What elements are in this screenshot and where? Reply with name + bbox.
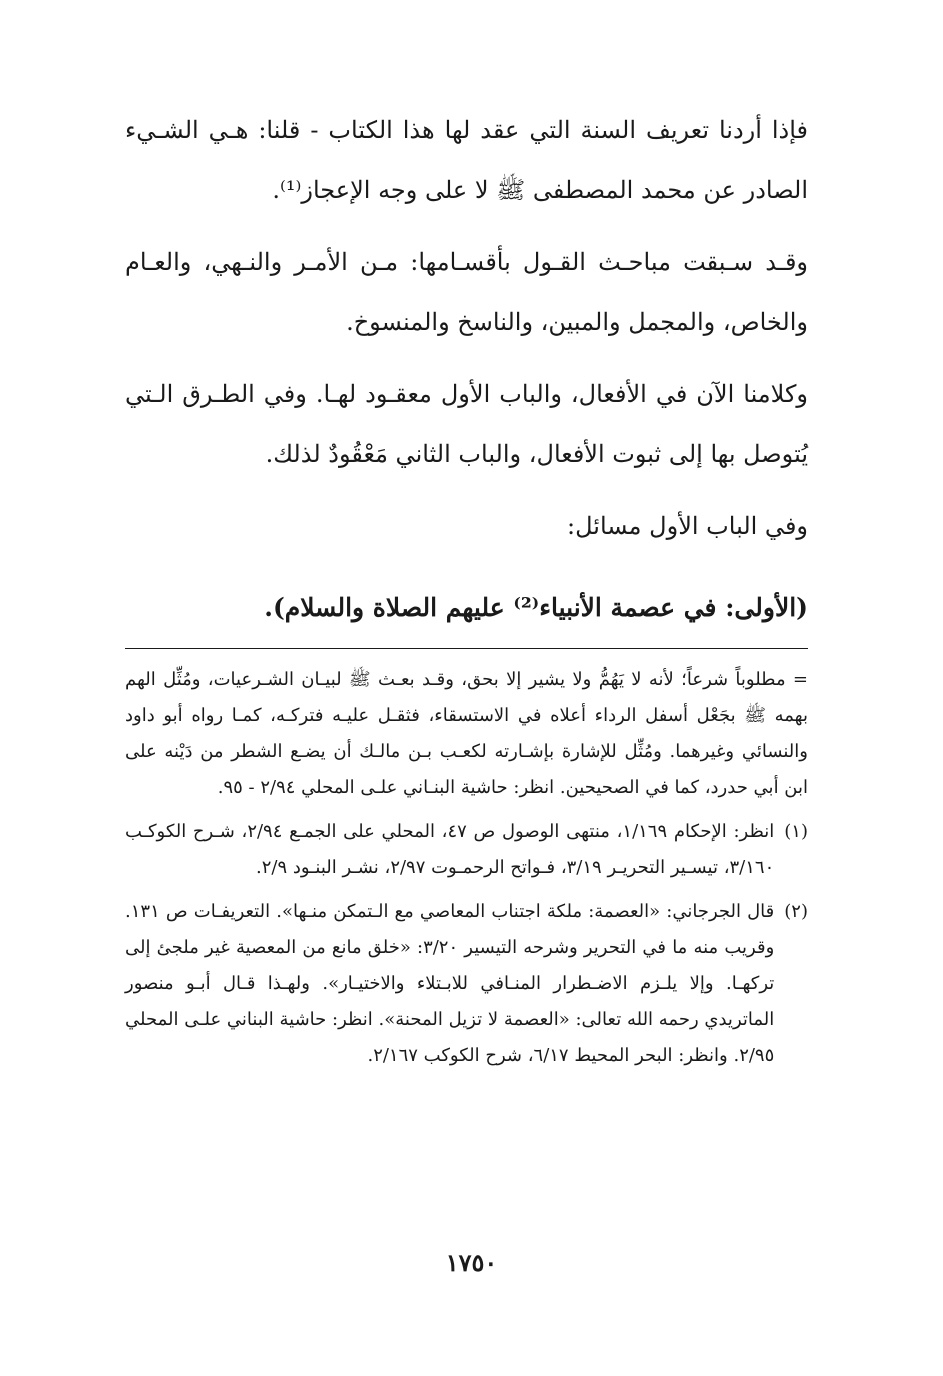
section-heading: (الأولى: في عصمة الأنبياء⁽²⁾ عليهم الصلاة والسلام). (264, 593, 808, 622)
footnote-1 (125, 814, 808, 886)
paragraph-actions: وكلامنا الآن في الأفعال، والباب الأول معقـود لهـا. وفي الطـرق الـتي يُتوصل بها إلى ثبوت الأفعال، والباب الثاني مَعْقُودٌ لذلك. (125, 380, 808, 468)
footnote-number: (١) (784, 821, 808, 842)
footnote-continued (125, 662, 808, 806)
footnotes (125, 662, 808, 1082)
paragraph-previous-topics: وقـد سـبقت مباحـث القـول بأقسـامها: مـن الأمـر والنـهي، والعـام والخاص، والمجمل والمبين، والناسخ والمنسوخ. (125, 248, 808, 336)
paragraph-sunnah-definition: فإذا أردنا تعريف السنة التي عقد لها هذا الكتاب - قلنا: هـي الشـيء الصادر عن محمد المصطفى ﷺ لا على وجه الإعجاز⁽¹⁾. (125, 116, 808, 204)
footnote-text: = مطلوباً شرعاً؛ لأنه لا يَهُمُّ ولا يشير إلا بحق، وقـد بعـث ﷺ لبيـان الشـرعيات، ومُثِّل الهم بهمه ﷺ بجَعْل أسفل الرداء أعلاه في الاستسقاء، فثقـل عليـه فتركـه، كمـا رواه أبو داود والنسائي وغيرهما. ومُثِّل للإشارة بإشـارته لكعـب بـن مالـك أن يضـع الشطر من دَيْنه على ابن أبي حدرد، كما في الصحيحين. انظر: حاشية البنـاني علـى المحلي ٢/٩٤ - ٩٥. (125, 669, 808, 798)
main-text (125, 100, 808, 638)
footnote-divider (125, 648, 808, 649)
page-number: ١٧٥٠ (445, 1248, 498, 1277)
footnote-text: انظر: الإحكام ١/١٦٩، منتهى الوصول ص ٤٧، المحلي على الجمـع ٢/٩٤، شـرح الكوكـب ٣/١٦٠، تيسـير التحريـر ٣/١٩، فـواتح الرحمـوت ٢/٩٧، نشـر البنـود ٢/٩. (125, 821, 775, 878)
paragraph-first-chapter-issues: وفي الباب الأول مسائل: (567, 512, 808, 540)
footnote-number: (٢) (784, 901, 808, 922)
footnote-text: قال الجرجاني: «العصمة: ملكة اجتناب المعاصي مع الـتمكن منـها». التعريفـات ص ١٣١. وقريب منه ما في التحرير وشرحه التيسير ٣/٢٠: «خلق مانع من المعصية غير ملجئ إلى تركهـا. وإلا يلـزم الاضـطرار المنـافي للابـتلاء والاختيـار». ولهـذا قـال أبـو منصور الماتريدي رحمه الله تعالى: «العصمة لا تزيل المحنة». انظر: حاشية البناني علـى المحلي ٢/٩٥. وانظر: البحر المحيط ٦/١٧، شرح الكوكب ٢/١٦٧. (125, 901, 775, 1066)
footnote-2 (125, 894, 808, 1074)
